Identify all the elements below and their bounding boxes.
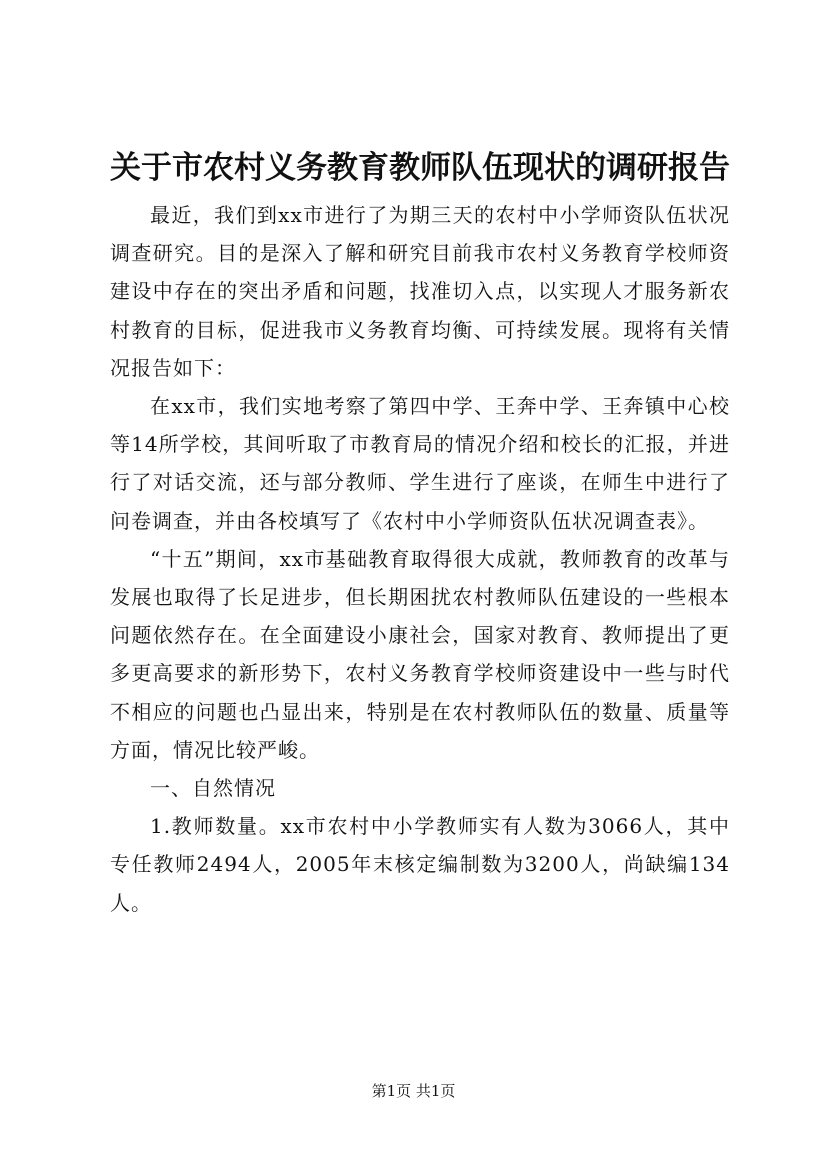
paragraph-survey-method: 在xx市，我们实地考察了第四中学、王奔中学、王奔镇中心校等14所学校，其间听取了市教育局的情况介绍和校长的汇报，并进行了对话交流，还与部分教师、学生进行了座谈，在师生中进行了问卷调查，并由各校填写了《农村中小学师资队伍状况调查表》。: [110, 394, 730, 533]
section-heading-natural-situation: 一、自然情况: [150, 776, 276, 801]
document-title: 关于市农村义务教育教师队伍现状的调研报告: [110, 150, 730, 186]
paragraph-intro: 最近，我们到xx市进行了为期三天的农村中小学师资队伍状况调查研究。目的是深入了解和研究目前我市农村义务教育学校师资建设中存在的突出矛盾和问题，找准切入点，以实现人才服务新农村教育的目标，促进我市义务教育均衡、可持续发展。现将有关情况报告如下：: [110, 203, 730, 380]
document-body: [110, 196, 730, 922]
paragraph-background: “十五”期间，xx市基础教育取得很大成就，教师教育的改革与发展也取得了长足进步，但长期困扰农村教师队伍建设的一些根本问题依然存在。在全面建设小康社会，国家对教育、教师提出了更多更高要求的新形势下，农村义务教育学校师资建设中一些与时代不相应的问题也凸显出来，特别是在农村教师队伍的数量、质量等方面，情况比较严峻。: [110, 546, 730, 762]
page-footer: 第1页 共1页: [371, 1082, 456, 1100]
paragraph-teacher-count: 1.教师数量。xx市农村中小学教师实有人数为3066人，其中专任教师2494人，2005年末核定编制数为3200人，尚缺编134人。: [110, 814, 730, 915]
